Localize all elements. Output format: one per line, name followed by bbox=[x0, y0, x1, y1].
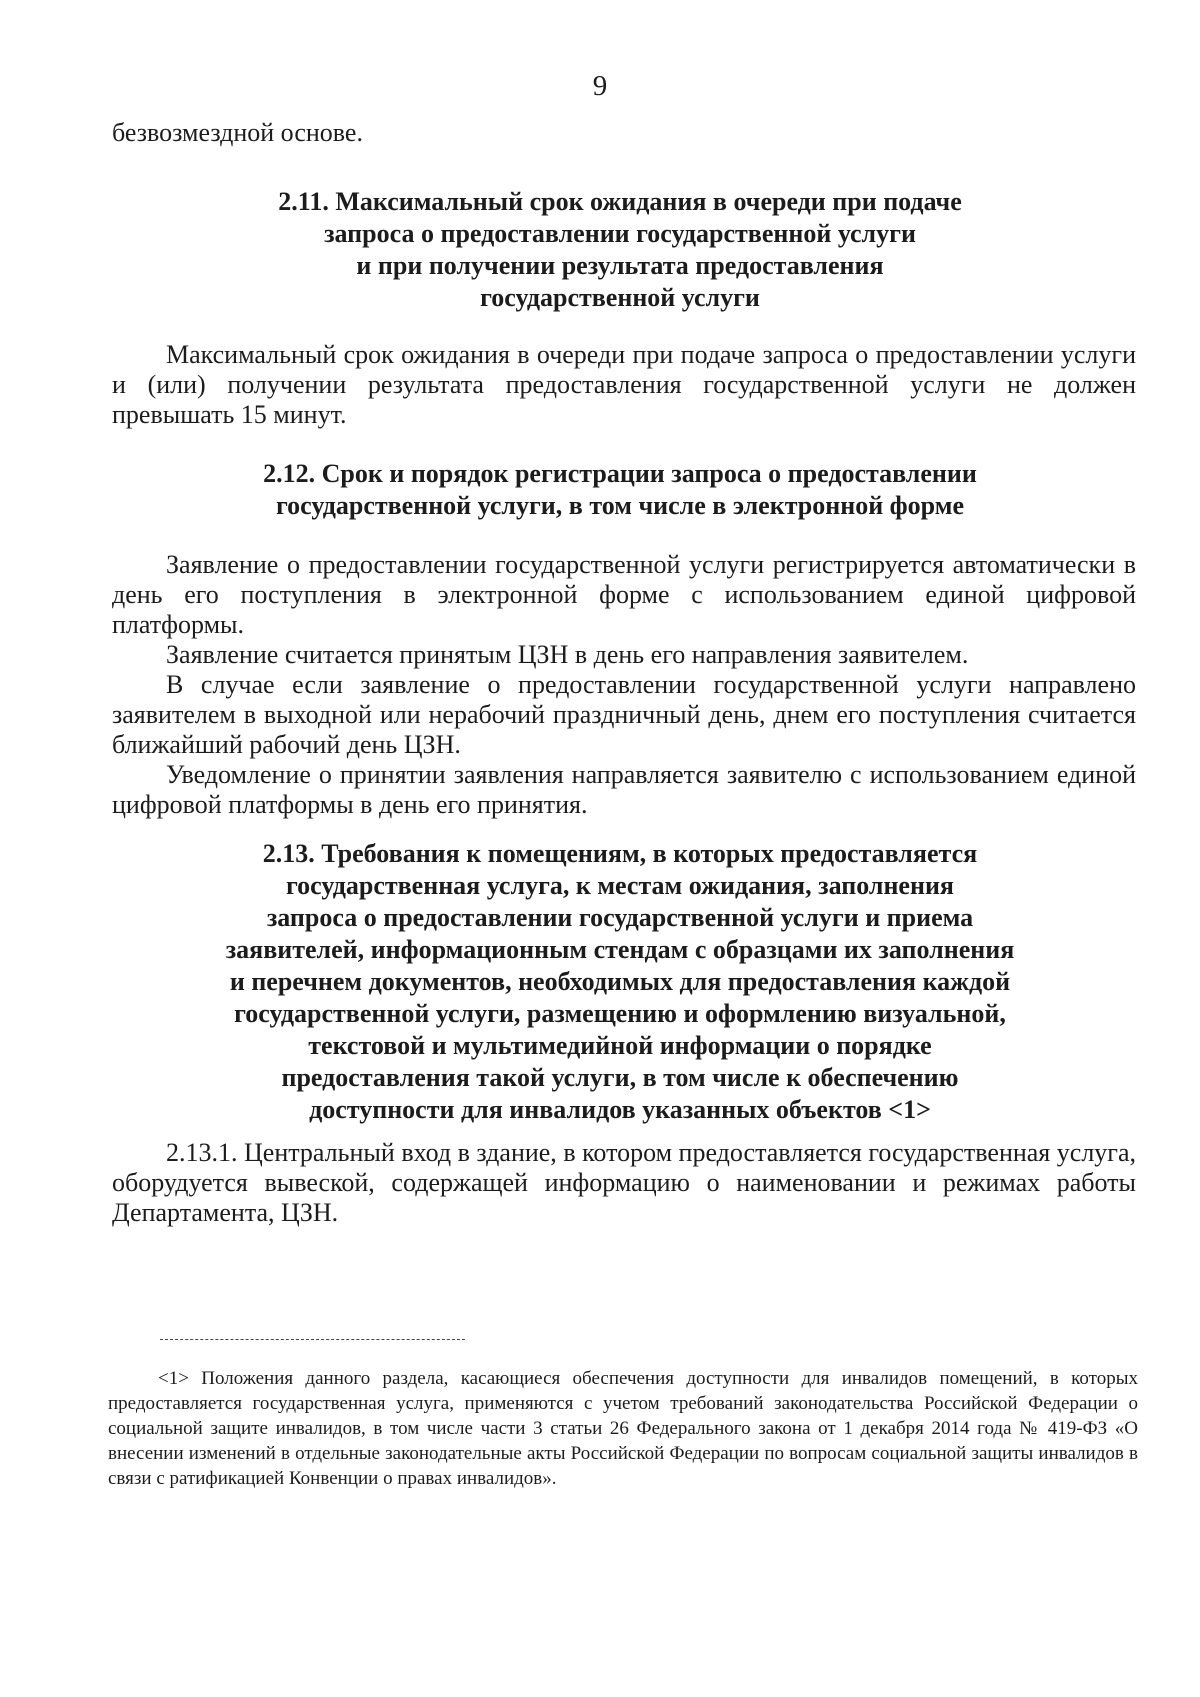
paragraph: Максимальный срок ожидания в очереди при подаче запроса о предоставлении услуги и (или) получении результата предоставления государственной услуги не должен превышать 15 минут. bbox=[112, 340, 1136, 429]
paragraph: Заявление считается принятым ЦЗН в день его направления заявителем. bbox=[166, 640, 969, 669]
section-2-12-heading bbox=[200, 458, 1040, 522]
heading-line: заявителей, информационным стендам с образцами их заполнения bbox=[225, 935, 1015, 964]
paragraph: Уведомление о принятии заявления направляется заявителю с использованием единой цифровой платформы в день его принятия. bbox=[112, 760, 1136, 819]
heading-line: 2.13. Требования к помещениям, в которых предоставляется bbox=[262, 839, 978, 868]
heading-line: государственной услуги, в том числе в электронной форме bbox=[276, 491, 964, 520]
intro-fragment-block bbox=[112, 118, 1136, 148]
intro-fragment: безвозмездной основе. bbox=[112, 118, 363, 147]
section-2-13-body bbox=[112, 1138, 1136, 1228]
heading-line: государственной услуги, размещению и оформлению визуальной, bbox=[234, 999, 1006, 1028]
paragraph: Заявление о предоставлении государственной услуги регистрируется автоматически в день его поступления в электронной форме с использованием единой цифровой платформы. bbox=[112, 550, 1136, 639]
heading-line: предоставления такой услуги, в том числе к обеспечению bbox=[281, 1063, 959, 1092]
footnote bbox=[108, 1366, 1138, 1491]
heading-line: запроса о предоставлении государственной услуги и приема bbox=[266, 903, 974, 932]
section-2-11-heading bbox=[200, 186, 1040, 314]
heading-line: 2.11. Максимальный срок ожидания в очереди при подаче bbox=[278, 187, 962, 216]
paragraph: 2.13.1. Центральный вход в здание, в котором предоставляется государственная услуга, оборудуется вывеской, содержащей информацию о наименовании и режимах работы Департамента, ЦЗН. bbox=[112, 1138, 1136, 1227]
paragraph: В случае если заявление о предоставлении государственной услуги направлено заявителем в выходной или нерабочий праздничный день, днем его поступления считается ближайший рабочий день ЦЗН. bbox=[112, 670, 1136, 759]
footnote-separator bbox=[160, 1339, 465, 1340]
heading-line: запроса о предоставлении государственной услуги bbox=[324, 219, 916, 248]
heading-line: текстовой и мультимедийной информации о порядке bbox=[308, 1031, 932, 1060]
section-2-11-body bbox=[112, 340, 1136, 430]
section-2-13-heading bbox=[200, 838, 1040, 1126]
heading-line: и перечнем документов, необходимых для предоставления каждой bbox=[229, 967, 1011, 996]
heading-line: государственной услуги bbox=[480, 283, 760, 312]
heading-line: доступности для инвалидов указанных объектов <1> bbox=[309, 1095, 931, 1124]
heading-line: и при получении результата предоставления bbox=[356, 251, 884, 280]
section-2-12-body bbox=[112, 550, 1136, 820]
footnote-text: <1> Положения данного раздела, касающиеся обеспечения доступности для инвалидов помещений, в которых предоставляется государственная услуга, применяются с учетом требований законодательства Российской Федерации о социальной защите инвалидов, в том числе части 3 статьи 26 Федерального закона от 1 декабря 2014 года № 419-ФЗ «О внесении изменений в отдельные законодательные акты Российской Федерации по вопросам социальной защиты инвалидов в связи с ратификацией Конвенции о правах инвалидов». bbox=[108, 1368, 1138, 1489]
heading-line: 2.12. Срок и порядок регистрации запроса о предоставлении bbox=[263, 459, 977, 488]
heading-line: государственная услуга, к местам ожидания, заполнения bbox=[285, 871, 954, 900]
page-number: 9 bbox=[592, 70, 608, 102]
